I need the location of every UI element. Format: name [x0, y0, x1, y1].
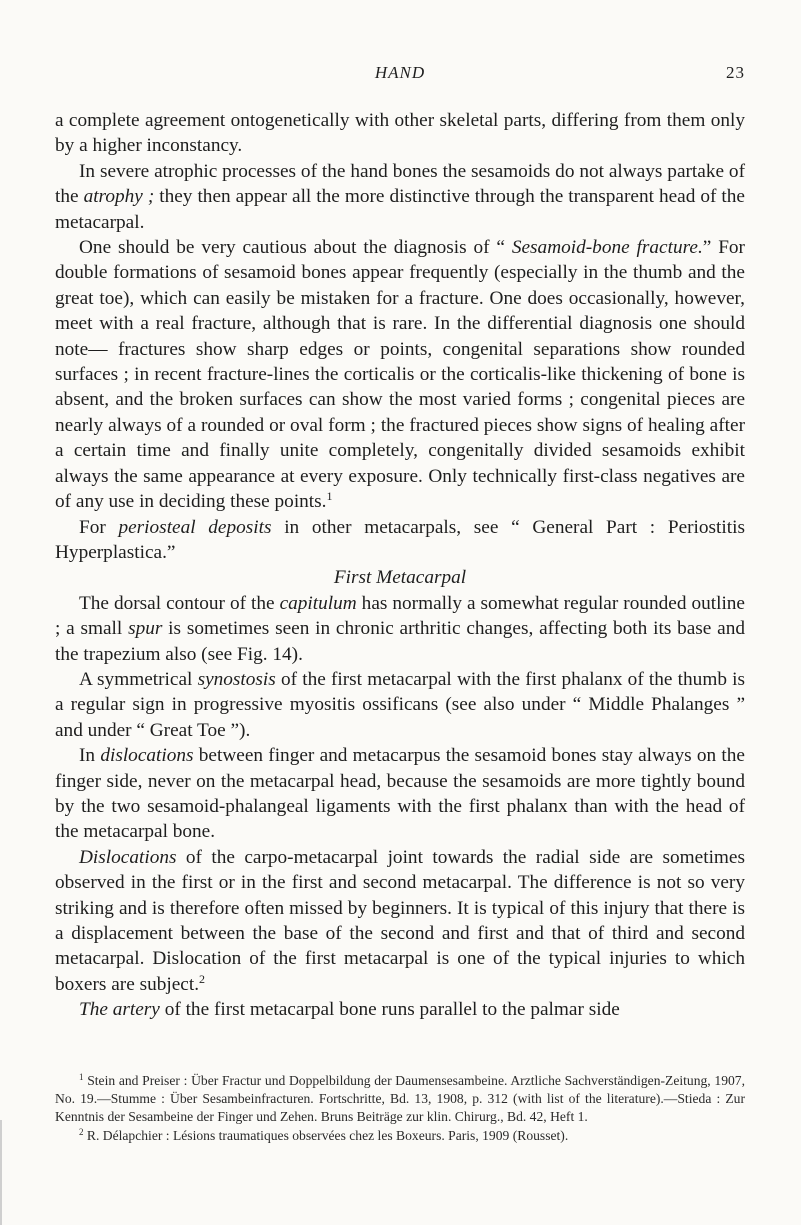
paragraph-7: In dislocations between finger and metacarpus the sesamoid bones stay always on the finger side, never on the metacarpal head, because the sesamoids are more tightly bound by the two sesamoid-phalangeal ligaments with the first phalanx than with the head of the metacarpal bone.	[55, 745, 745, 843]
paragraph-8: Dislocations of the carpo-metacarpal joint towards the radial side are sometimes observed in the first or in the first and second metacarpal. The difference is not so very striking and is therefore often missed by beginners. It is typical of this injury that there is a displacement between the base of the second and first and that of third and second metacarpal. Dislocation of the first metacarpal is one of the typical injuries to which boxers are subject.$^2$	[55, 846, 745, 995]
paragraph-3: One should be very cautious about the diagnosis of “ Sesamoid-bone fracture.” For double formations of sesamoid bones appear frequently (especially in the thumb and the great toe), which can easily be mistaken for a fracture. One does occasionally, however, meet with a real fracture, although that is rare. In the differential diagnosis one should note— fractures show sharp edges or points, congenital separations show rounded surfaces ; in recent fracture-lines the corticalis or the corticalis-like thickening of bone is absent, and the broken surfaces can show the most varied forms ; congenital pieces are nearly always of a rounded or oval form ; the fractured pieces show signs of healing after a certain time and finally unite completely, congenitally divided sesamoids exhibit always the same appearance at every exposure. Only technically first-class negatives are of any use in deciding these points.$^1$	[55, 237, 745, 513]
paragraph-1: a complete agreement ontogenetically with other skeletal parts, differing from them only by a higher inconstancy.	[55, 110, 745, 157]
paragraph-9: The artery of the first metacarpal bone runs parallel to the palmar side	[79, 999, 620, 1021]
footnotes	[55, 1072, 745, 1145]
footnote-2: $^2$ R. Délapchier : Lésions traumatiques observées chez les Boxeurs. Paris, 1909 (Rousset).	[79, 1126, 569, 1143]
paragraph-6: A symmetrical synostosis of the first metacarpal with the first phalanx of the thumb is a regular sign in progressive myositis ossificans (see also under “ Middle Phalanges ” and under “ Great Toe ”).	[55, 668, 746, 741]
running-title: HAND	[374, 63, 426, 82]
footnote-ref-2: 2	[199, 971, 206, 986]
paragraph-5: The dorsal contour of the capitulum has normally a somewhat regular rounded outline ; a small spur is sometimes seen in chronic arthritic changes, affecting both its base and the trapezium also (see Fig. 14).	[55, 592, 746, 665]
footnote-ref-1: 1	[326, 489, 333, 504]
paragraph-4: For periosteal deposits in other metacarpals, see “ General Part : Periostitis Hyperplastica.”	[55, 516, 745, 563]
section-heading: First Metacarpal	[333, 567, 467, 589]
page-edge-line	[0, 1120, 2, 1225]
footnote-1: $^1$ Stein and Preiser : Über Fractur und Doppelbildung der Daumensesambeine. Arztliche Sachverständigen-Zeitung, 1907, No. 19.—Stumme : Über Sesambeinfracturen. Fortschritte, Bd. 13, 1908, p. 312 (with list of the literature).—Stieda : Zur Kenntnis der Sesambeine der Finger und Zehen. Bruns Beiträge zur klin. Chirurg., Bd. 42, Heft 1.	[55, 1072, 745, 1125]
page-number: 23	[726, 63, 745, 82]
body-text	[55, 108, 745, 1023]
paragraph-2: In severe atrophic processes of the hand bones the sesamoids do not always partake of the atrophy ; they then appear all the more distinctive through the transparent head of the metacarpal.	[55, 160, 745, 233]
running-header	[55, 63, 745, 89]
